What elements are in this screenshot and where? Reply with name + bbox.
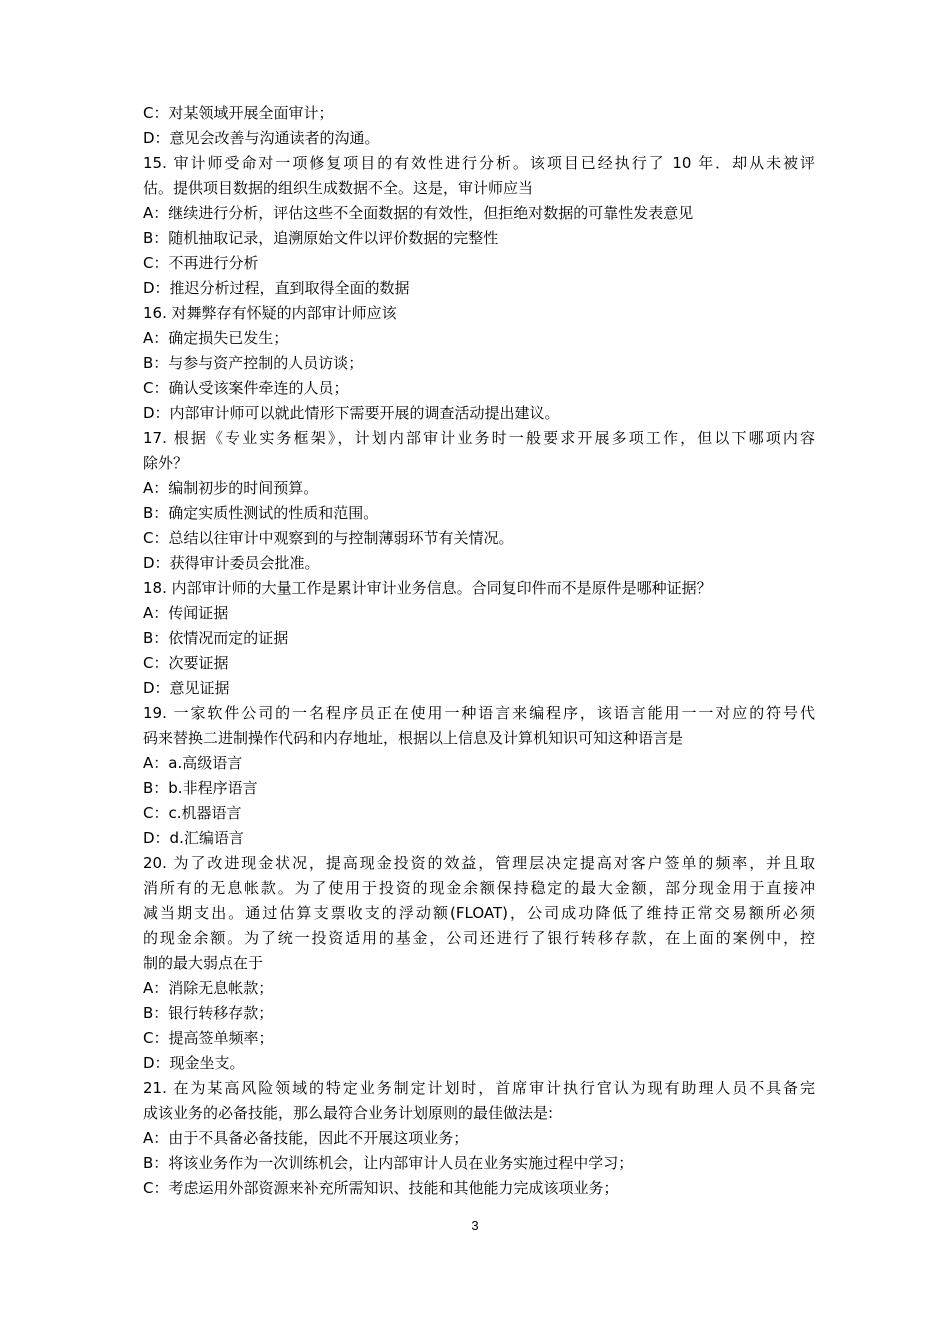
text-line: C：提高签单频率； <box>143 1029 274 1047</box>
question-15-line: 15. 审计师受命对一项修复项目的有效性进行分析。该项目已经执行了 10 年．却从未被评 <box>143 154 815 172</box>
question-16-line: 16. 对舞弊存有怀疑的内部审计师应该 <box>143 304 397 322</box>
text-line: 的现金余额。为了统一投资适用的基金，公司还进行了银行转移存款，在上面的案例中，控 <box>143 929 815 947</box>
text-line: 估。提供项目数据的组织生成数据不全。这是，审计师应当 <box>143 179 534 197</box>
text-line: B：随机抽取记录，追溯原始文件以评价数据的完整性 <box>143 229 499 247</box>
text-line: 消所有的无息帐款。为了使用于投资的现金余额保持稳定的最大金额，部分现金用于直接冲 <box>143 879 815 897</box>
text-line: A：继续进行分析，评估这些不全面数据的有效性，但拒绝对数据的可靠性发表意见 <box>143 204 694 222</box>
text-line: A：传闻证据 <box>143 604 229 622</box>
text-line: D：意见会改善与沟通读者的沟通。 <box>143 129 380 147</box>
question-21-line: 21. 在为某高风险领域的特定业务制定计划时，首席审计执行官认为现有助理人员不具备完 <box>143 1079 815 1097</box>
text-line: D：d.汇编语言 <box>143 829 244 847</box>
text-line: C：确认受该案件牵连的人员； <box>143 379 349 397</box>
text-line: 除外？ <box>143 454 189 472</box>
text-line: B：银行转移存款； <box>143 1004 274 1022</box>
text-line: C：考虑运用外部资源来补充所需知识、技能和其他能力完成该项业务； <box>143 1179 619 1197</box>
text-line: 成该业务的必备技能，那么最符合业务计划原则的最佳做法是: <box>143 1104 554 1122</box>
text-line: C：不再进行分析 <box>143 254 259 272</box>
text-line: C：对某领域开展全面审计； <box>143 104 334 122</box>
question-18-line: 18. 内部审计师的大量工作是累计审计业务信息。合同复印件而不是原件是哪种证据？ <box>143 579 712 597</box>
text-line: D：内部审计师可以就此情形下需要开展的调查活动提出建议。 <box>143 404 560 422</box>
text-line: 减当期支出。通过估算支票收支的浮动额(FLOAT)，公司成功降低了维持正常交易额所必须 <box>143 904 815 922</box>
text-line: D：现金坐支。 <box>143 1054 245 1072</box>
text-line: C：总结以往审计中观察到的与控制薄弱环节有关情况。 <box>143 529 514 547</box>
text-line: B：确定实质性测试的性质和范围。 <box>143 504 379 522</box>
text-line: B：将该业务作为一次训练机会，让内部审计人员在业务实施过程中学习； <box>143 1154 634 1172</box>
text-line: B：b.非程序语言 <box>143 779 258 797</box>
text-line: C：c.机器语言 <box>143 804 242 822</box>
page-number: 3 <box>471 1218 479 1233</box>
text-line: D：意见证据 <box>143 679 230 697</box>
text-line: A：确定损失已发生； <box>143 329 289 347</box>
text-line: 码来替换二进制操作代码和内存地址，根据以上信息及计算机知识可知这种语言是 <box>143 729 684 747</box>
text-line: B：依情况而定的证据 <box>143 629 289 647</box>
text-line: A：编制初步的时间预算。 <box>143 479 319 497</box>
text-line: D：获得审计委员会批准。 <box>143 554 320 572</box>
text-line: C：次要证据 <box>143 654 229 672</box>
question-19-line: 19. 一家软件公司的一名程序员正在使用一种语言来编程序，该语言能用一一对应的符号代 <box>143 704 815 722</box>
text-line: 制的最大弱点在于 <box>143 954 264 972</box>
question-20-line: 20. 为了改进现金状况，提高现金投资的效益，管理层决定提高对客户签单的频率，并且取 <box>143 854 815 872</box>
page-body <box>143 101 815 1201</box>
text-line: A：消除无息帐款； <box>143 979 274 997</box>
text-line: D：推迟分析过程，直到取得全面的数据 <box>143 279 410 297</box>
text-line: A：由于不具备必备技能，因此不开展这项业务； <box>143 1129 469 1147</box>
text-line: B：与参与资产控制的人员访谈； <box>143 354 364 372</box>
question-17-line: 17. 根据《专业实务框架》，计划内部审计业务时一般要求开展多项工作，但以下哪项内容 <box>143 429 815 447</box>
text-line: A：a.高级语言 <box>143 754 243 772</box>
